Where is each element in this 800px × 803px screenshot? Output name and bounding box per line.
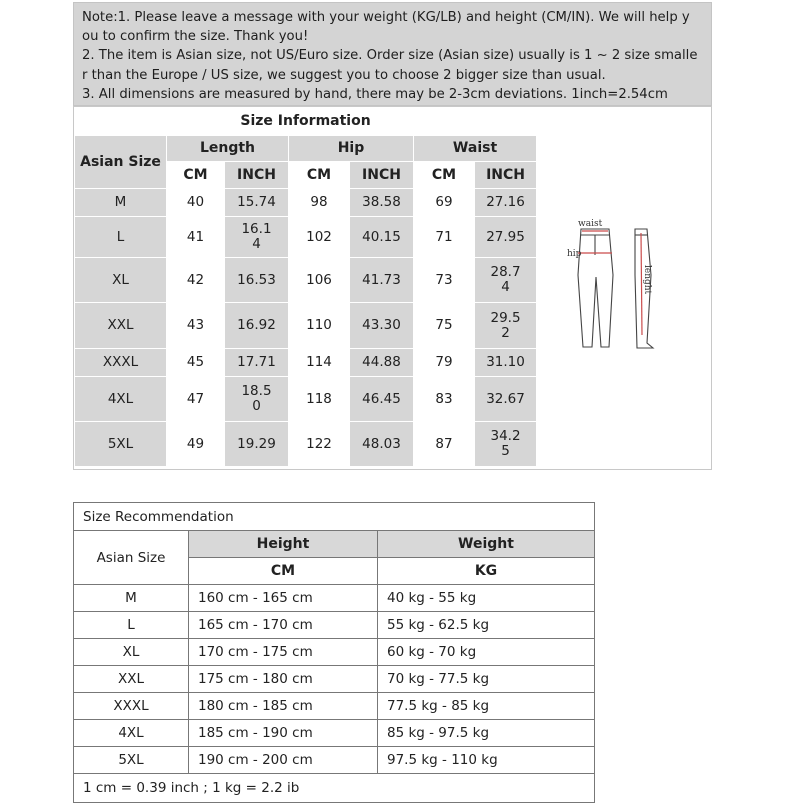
measurement-cell: 49: [167, 422, 225, 467]
note-line: 3. All dimensions are measured by hand, there may be 2-3cm deviations. 1inch=2.54cm: [82, 86, 668, 102]
unit-header: INCH: [475, 162, 537, 189]
height-range-cell: 165 cm - 170 cm: [189, 612, 378, 639]
conversion-footnote: 1 cm = 0.39 inch ; 1 kg = 2.2 ib: [74, 774, 595, 803]
size-cell: XXXL: [74, 693, 189, 720]
weight-range-cell: 97.5 kg - 110 kg: [378, 747, 595, 774]
table-row: [74, 585, 595, 612]
size-information-body: [75, 189, 537, 467]
measurement-cell: 102: [289, 217, 350, 258]
table-row: [74, 612, 595, 639]
unit-header: INCH: [350, 162, 414, 189]
measurement-cell: 41.73: [350, 258, 414, 303]
size-cell: M: [74, 585, 189, 612]
measurement-cell: 75: [414, 303, 475, 349]
measurement-cell: 29.5 2: [475, 303, 537, 349]
measurement-cell: 87: [414, 422, 475, 467]
size-cell: 4XL: [75, 377, 167, 422]
measurement-cell: 16.53: [225, 258, 289, 303]
measurement-cell: 45: [167, 349, 225, 377]
measurement-cell: 31.10: [475, 349, 537, 377]
waist-header: Waist: [414, 136, 537, 162]
table-row: [75, 303, 537, 349]
weight-header: Weight: [378, 531, 595, 558]
table-row: [75, 189, 537, 217]
weight-range-cell: 55 kg - 62.5 kg: [378, 612, 595, 639]
waist-label: waist: [578, 219, 603, 229]
measurement-cell: 98: [289, 189, 350, 217]
weight-range-cell: 60 kg - 70 kg: [378, 639, 595, 666]
table-row: [74, 666, 595, 693]
table-row: [75, 258, 537, 303]
size-cell: XXL: [74, 666, 189, 693]
unit-header: CM: [414, 162, 475, 189]
unit-header: CM: [289, 162, 350, 189]
measurement-cell: 71: [414, 217, 475, 258]
measurement-cell: 38.58: [350, 189, 414, 217]
size-note: [73, 2, 712, 106]
measurement-cell: 48.03: [350, 422, 414, 467]
measurement-cell: 69: [414, 189, 475, 217]
measurement-cell: 19.29: [225, 422, 289, 467]
measurement-cell: 32.67: [475, 377, 537, 422]
table-row: [75, 377, 537, 422]
size-cell: XL: [75, 258, 167, 303]
size-information-title: Size Information: [75, 108, 537, 136]
table-row: [74, 693, 595, 720]
size-recommendation-table: [73, 502, 595, 803]
size-recommendation-body: [74, 585, 595, 774]
table-row: [74, 747, 595, 774]
size-recommendation-caption: Size Recommendation: [74, 503, 595, 531]
note-line: 2. The item is Asian size, not US/Euro size. Order size (Asian size) usually is 1 ~ 2 size smalle: [82, 48, 698, 64]
weight-range-cell: 70 kg - 77.5 kg: [378, 666, 595, 693]
measurement-cell: 41: [167, 217, 225, 258]
asian-size-header: Asian Size: [75, 136, 167, 189]
measurement-cell: 43.30: [350, 303, 414, 349]
measurement-cell: 73: [414, 258, 475, 303]
weight-range-cell: 77.5 kg - 85 kg: [378, 693, 595, 720]
measurement-cell: 47: [167, 377, 225, 422]
height-header: Height: [189, 531, 378, 558]
unit-header: CM: [167, 162, 225, 189]
measurement-cell: 106: [289, 258, 350, 303]
size-cell: L: [74, 612, 189, 639]
measurement-cell: 43: [167, 303, 225, 349]
table-row: [74, 639, 595, 666]
height-range-cell: 185 cm - 190 cm: [189, 720, 378, 747]
length-label: lenght: [642, 265, 652, 295]
height-range-cell: 170 cm - 175 cm: [189, 639, 378, 666]
measurement-cell: 83: [414, 377, 475, 422]
height-range-cell: 180 cm - 185 cm: [189, 693, 378, 720]
weight-range-cell: 85 kg - 97.5 kg: [378, 720, 595, 747]
table-row: [74, 720, 595, 747]
measurement-cell: 15.74: [225, 189, 289, 217]
measurement-cell: 27.16: [475, 189, 537, 217]
pants-diagram: [565, 215, 685, 365]
note-line: ou to confirm the size. Thank you!: [82, 29, 309, 45]
measurement-cell: 40.15: [350, 217, 414, 258]
note-line: r than the Europe / US size, we suggest you to choose 2 bigger size than usual.: [82, 67, 606, 83]
height-unit-header: CM: [189, 558, 378, 585]
size-cell: XL: [74, 639, 189, 666]
size-information-panel: [73, 106, 712, 470]
height-range-cell: 175 cm - 180 cm: [189, 666, 378, 693]
table-row: [75, 422, 537, 467]
table-row: [75, 349, 537, 377]
note-line: Note:1. Please leave a message with your weight (KG/LB) and height (CM/IN). We will help y: [82, 10, 690, 25]
size-cell: 5XL: [75, 422, 167, 467]
measurement-cell: 114: [289, 349, 350, 377]
measurement-cell: 46.45: [350, 377, 414, 422]
hip-header: Hip: [289, 136, 414, 162]
measurement-cell: 122: [289, 422, 350, 467]
measurement-cell: 118: [289, 377, 350, 422]
measurement-cell: 16.1 4: [225, 217, 289, 258]
measurement-cell: 110: [289, 303, 350, 349]
measurement-cell: 34.2 5: [475, 422, 537, 467]
measurement-cell: 42: [167, 258, 225, 303]
weight-unit-header: KG: [378, 558, 595, 585]
unit-header: INCH: [225, 162, 289, 189]
hip-label: hip: [567, 249, 582, 259]
measurement-cell: 40: [167, 189, 225, 217]
size-information-table: [74, 107, 537, 467]
height-range-cell: 190 cm - 200 cm: [189, 747, 378, 774]
table-row: [75, 217, 537, 258]
size-cell: 4XL: [74, 720, 189, 747]
weight-range-cell: 40 kg - 55 kg: [378, 585, 595, 612]
height-range-cell: 160 cm - 165 cm: [189, 585, 378, 612]
measurement-cell: 16.92: [225, 303, 289, 349]
measurement-cell: 17.71: [225, 349, 289, 377]
measurement-cell: 44.88: [350, 349, 414, 377]
size-cell: XXXL: [75, 349, 167, 377]
measurement-cell: 27.95: [475, 217, 537, 258]
size-cell: 5XL: [74, 747, 189, 774]
asian-size-header: Asian Size: [74, 531, 189, 585]
size-cell: L: [75, 217, 167, 258]
measurement-cell: 79: [414, 349, 475, 377]
size-cell: XXL: [75, 303, 167, 349]
size-cell: M: [75, 189, 167, 217]
measurement-cell: 28.7 4: [475, 258, 537, 303]
length-header: Length: [167, 136, 289, 162]
measurement-cell: 18.5 0: [225, 377, 289, 422]
